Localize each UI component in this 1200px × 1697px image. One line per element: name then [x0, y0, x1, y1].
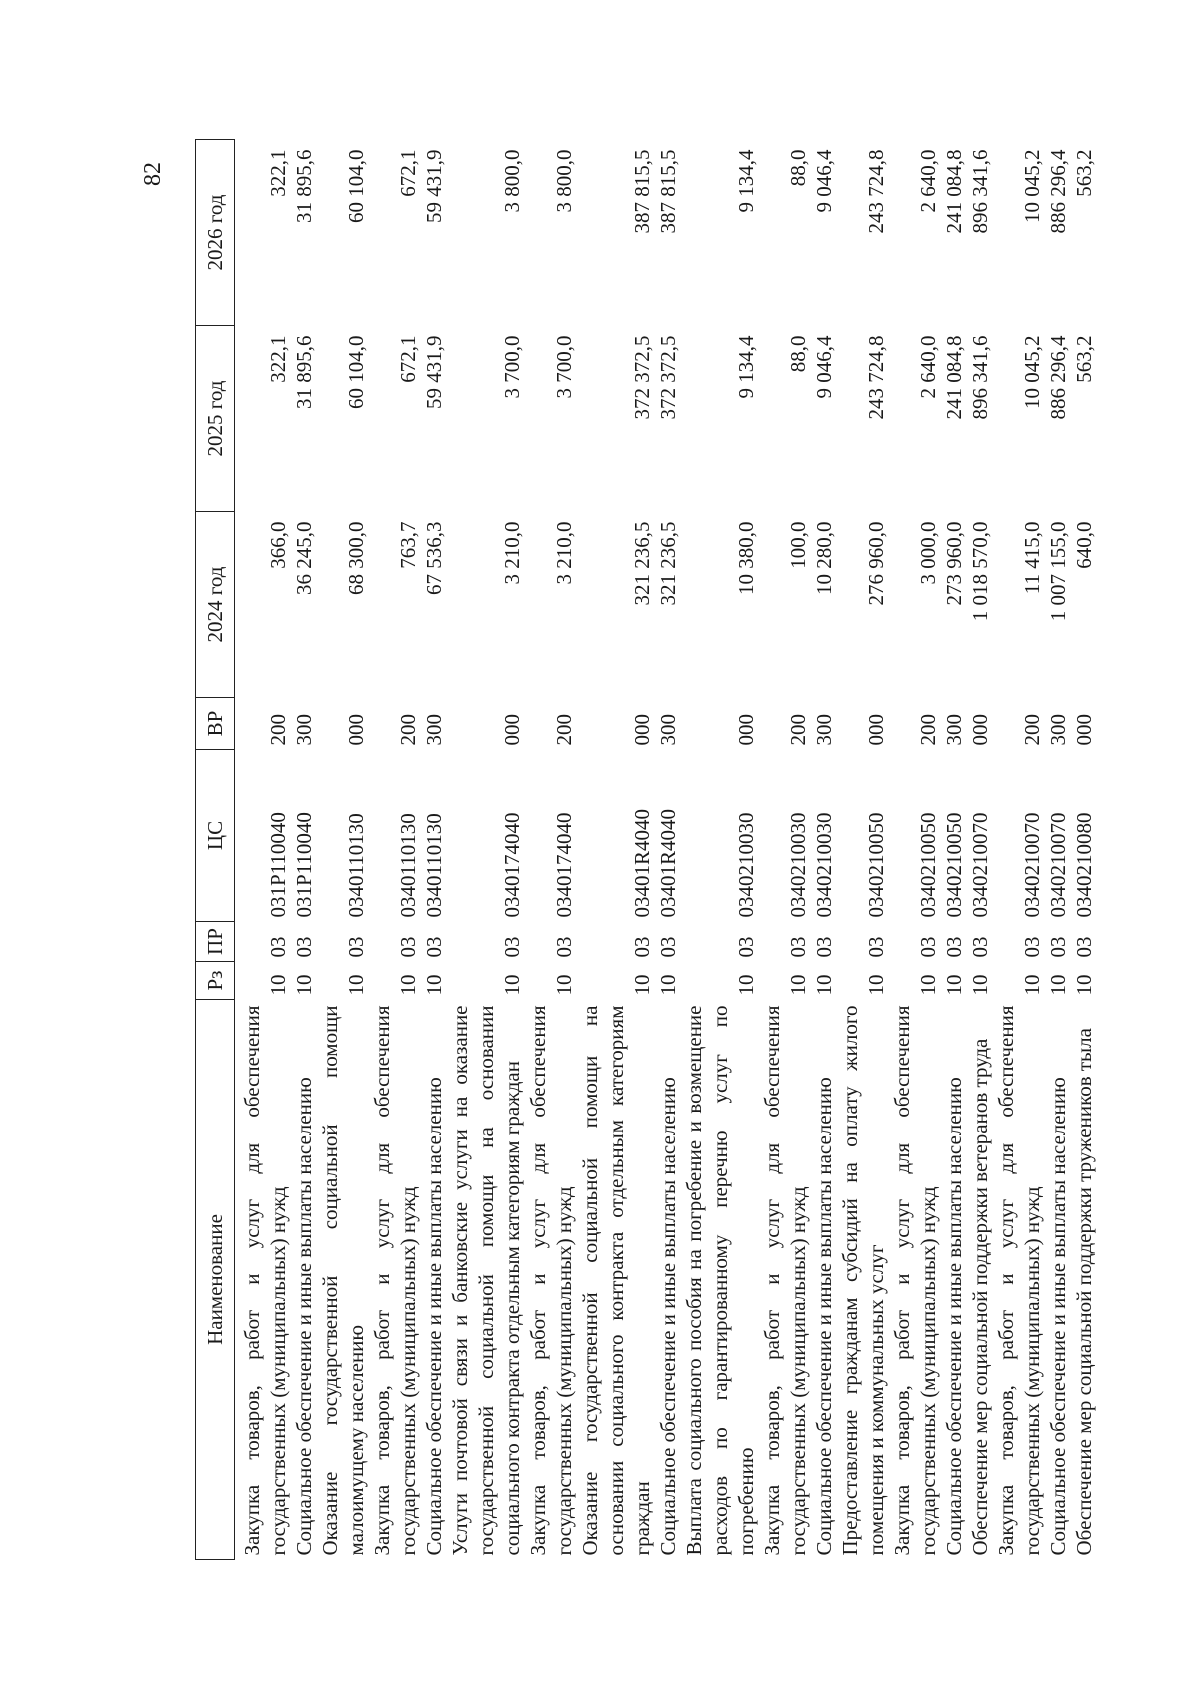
row-2025: 60 104,0 — [344, 335, 368, 409]
row-name: Социальное обеспечение и иные выплаты населению — [422, 1077, 446, 1556]
row-pr: 03 — [864, 936, 888, 958]
header-name: Наименование — [196, 1000, 235, 1560]
row-cs: 0340210050 — [864, 812, 888, 918]
row-name: Социальное обеспечение и иные выплаты населению — [1046, 1077, 1070, 1556]
row-name: Оказание государственной социальной помощи на основании социального контракта отдельным категориям граждан — [578, 1005, 654, 1556]
row-name: Закупка товаров, работ и услуг для обеспечения государственных (муниципальных) нужд — [370, 1005, 420, 1556]
row-pr: 03 — [344, 936, 368, 958]
row-vr: 300 — [292, 714, 316, 746]
row-2026: 3 800,0 — [552, 149, 576, 213]
row-name: Услуги почтовой связи и банковские услуги на оказание государственной социальной помощи на основании социального контракта отдельным категориям граждан — [448, 1005, 524, 1556]
row-pr: 03 — [422, 936, 446, 958]
row-2026: 59 431,9 — [422, 149, 446, 223]
row-vr: 000 — [630, 714, 654, 746]
row-2024: 68 300,0 — [344, 521, 368, 595]
row-2026: 3 800,0 — [500, 149, 524, 213]
table-row — [421, 140, 447, 1560]
row-2024: 3 000,0 — [916, 521, 940, 585]
row-rz: 10 — [942, 974, 966, 996]
row-2025: 241 084,8 — [942, 335, 966, 420]
row-rz: 10 — [864, 974, 888, 996]
row-rz: 10 — [1046, 974, 1070, 996]
row-vr: 000 — [500, 714, 524, 746]
row-cs: 0340174040 — [552, 812, 576, 918]
row-2024: 273 960,0 — [942, 521, 966, 606]
row-name: Выплата социального пособия на погребение и возмещение расходов по гарантированному перечню услуг по погребению — [682, 1005, 758, 1556]
row-2025: 896 341,6 — [968, 335, 992, 420]
table-row — [941, 140, 967, 1560]
row-cs: 0340110130 — [396, 813, 420, 918]
row-pr: 03 — [734, 936, 758, 958]
row-pr: 03 — [552, 936, 576, 958]
row-name: Предоставление гражданам субсидий на оплату жилого помещения и коммунальных услуг — [838, 1005, 888, 1556]
row-name: Закупка товаров, работ и услуг для обеспечения государственных (муниципальных) нужд — [890, 1005, 940, 1556]
row-pr: 03 — [266, 936, 290, 958]
row-2026: 10 045,2 — [1020, 149, 1044, 223]
row-2026: 9 134,4 — [734, 149, 758, 213]
row-pr: 03 — [1072, 936, 1096, 958]
row-2026: 886 296,4 — [1046, 149, 1070, 234]
row-vr: 000 — [1072, 714, 1096, 746]
row-vr: 200 — [396, 714, 420, 746]
row-2025: 372 372,5 — [630, 335, 654, 420]
row-rz: 10 — [734, 974, 758, 996]
row-2025: 2 640,0 — [916, 335, 940, 399]
row-2024: 3 210,0 — [500, 521, 524, 585]
row-name: Социальное обеспечение и иные выплаты населению — [656, 1077, 680, 1556]
row-cs: 0340210050 — [916, 812, 940, 918]
row-2025: 3 700,0 — [500, 335, 524, 399]
row-rz: 10 — [968, 974, 992, 996]
row-2025: 563,2 — [1072, 335, 1096, 383]
row-vr: 300 — [812, 714, 836, 746]
header-2024: 2024 год — [196, 512, 235, 698]
table-row — [681, 140, 759, 1560]
header-pr: ПР — [196, 922, 235, 962]
row-rz: 10 — [292, 974, 316, 996]
row-2025: 372 372,5 — [656, 335, 680, 420]
table-row — [837, 140, 889, 1560]
row-2024: 321 236,5 — [630, 521, 654, 606]
row-2025: 243 724,8 — [864, 335, 888, 420]
row-rz: 10 — [1020, 974, 1044, 996]
row-rz: 10 — [500, 974, 524, 996]
row-cs: 0340110130 — [422, 813, 446, 918]
header-2025: 2025 год — [196, 326, 235, 512]
row-vr: 200 — [916, 714, 940, 746]
table-row — [655, 140, 681, 1560]
row-2025: 886 296,4 — [1046, 335, 1070, 420]
row-2026: 241 084,8 — [942, 149, 966, 234]
row-2025: 3 700,0 — [552, 335, 576, 399]
row-2026: 387 815,5 — [630, 149, 654, 234]
row-rz: 10 — [916, 974, 940, 996]
row-rz: 10 — [812, 974, 836, 996]
row-2025: 672,1 — [396, 335, 420, 383]
row-rz: 10 — [630, 974, 654, 996]
row-vr: 000 — [968, 714, 992, 746]
row-2026: 2 640,0 — [916, 149, 940, 213]
row-2026: 9 046,4 — [812, 149, 836, 213]
row-pr: 03 — [396, 936, 420, 958]
table-row — [447, 140, 525, 1560]
row-2026: 31 895,6 — [292, 149, 316, 223]
table-row — [1071, 140, 1097, 1560]
row-rz: 10 — [552, 974, 576, 996]
row-name: Обеспечение мер социальной поддержки ветеранов труда — [968, 1038, 992, 1556]
row-cs: 0340110130 — [344, 813, 368, 918]
table-row — [889, 140, 941, 1560]
row-pr: 03 — [630, 936, 654, 958]
row-pr: 03 — [500, 936, 524, 958]
row-2024: 11 415,0 — [1020, 521, 1044, 595]
row-vr: 300 — [942, 714, 966, 746]
header-cs: ЦС — [196, 750, 235, 922]
row-name: Социальное обеспечение и иные выплаты населению — [942, 1077, 966, 1556]
row-name: Социальное обеспечение и иные выплаты населению — [812, 1077, 836, 1556]
row-2026: 243 724,8 — [864, 149, 888, 234]
row-2026: 672,1 — [396, 149, 420, 197]
table-row — [577, 140, 655, 1560]
row-cs: 0340210070 — [1020, 812, 1044, 918]
row-cs: 031P110040 — [292, 812, 316, 918]
row-2026: 563,2 — [1072, 149, 1096, 197]
row-vr: 300 — [422, 714, 446, 746]
row-2024: 1 018 570,0 — [968, 521, 992, 622]
row-rz: 10 — [344, 974, 368, 996]
row-cs: 0340210070 — [1046, 812, 1070, 918]
row-vr: 200 — [266, 714, 290, 746]
row-vr: 000 — [864, 714, 888, 746]
row-vr: 200 — [786, 714, 810, 746]
row-name: Закупка товаров, работ и услуг для обеспечения государственных (муниципальных) нужд — [526, 1005, 576, 1556]
table-row — [369, 140, 421, 1560]
row-rz: 10 — [422, 974, 446, 996]
table-row — [811, 140, 837, 1560]
table-row — [291, 140, 317, 1560]
page-number: 82 — [140, 162, 166, 186]
row-rz: 10 — [1072, 974, 1096, 996]
row-vr: 200 — [1020, 714, 1044, 746]
table-row — [1045, 140, 1071, 1560]
row-2024: 3 210,0 — [552, 521, 576, 585]
row-2025: 59 431,9 — [422, 335, 446, 409]
row-2024: 100,0 — [786, 521, 810, 569]
row-rz: 10 — [786, 974, 810, 996]
table-row — [235, 140, 292, 1560]
rotated-page — [140, 140, 1096, 1560]
row-cs: 0340210030 — [812, 812, 836, 918]
row-pr: 03 — [656, 936, 680, 958]
row-vr: 200 — [552, 714, 576, 746]
row-vr: 000 — [734, 714, 758, 746]
row-vr: 300 — [656, 714, 680, 746]
row-2025: 9 046,4 — [812, 335, 836, 399]
row-2024: 321 236,5 — [656, 521, 680, 606]
table-row — [967, 140, 993, 1560]
row-cs: 0340174040 — [500, 812, 524, 918]
table-header-row — [196, 140, 235, 1560]
table-row — [759, 140, 811, 1560]
row-2025: 10 045,2 — [1020, 335, 1044, 409]
table-row — [317, 140, 369, 1560]
row-2026: 60 104,0 — [344, 149, 368, 223]
row-2026: 896 341,6 — [968, 149, 992, 234]
row-pr: 03 — [1020, 936, 1044, 958]
row-2026: 88,0 — [786, 149, 810, 187]
row-cs: 0340210030 — [786, 812, 810, 918]
row-name: Закупка товаров, работ и услуг для обеспечения государственных (муниципальных) нужд — [240, 1005, 290, 1556]
budget-table — [195, 139, 1097, 1560]
row-2024: 366,0 — [266, 521, 290, 569]
row-rz: 10 — [656, 974, 680, 996]
row-rz: 10 — [266, 974, 290, 996]
row-name: Закупка товаров, работ и услуг для обеспечения государственных (муниципальных) нужд — [760, 1005, 810, 1556]
row-2024: 10 380,0 — [734, 521, 758, 595]
row-vr: 000 — [344, 714, 368, 746]
row-pr: 03 — [916, 936, 940, 958]
header-vr: ВР — [196, 698, 235, 750]
row-rz: 10 — [396, 974, 420, 996]
row-2026: 387 815,5 — [656, 149, 680, 234]
row-cs: 03401R4040 — [630, 808, 654, 918]
row-2024: 763,7 — [396, 521, 420, 569]
row-name: Оказание государственной социальной помощи малоимущему населению — [318, 1005, 368, 1556]
row-pr: 03 — [942, 936, 966, 958]
row-pr: 03 — [786, 936, 810, 958]
table-row — [525, 140, 577, 1560]
row-2024: 67 536,3 — [422, 521, 446, 595]
row-2024: 276 960,0 — [864, 521, 888, 606]
row-pr: 03 — [812, 936, 836, 958]
row-2024: 1 007 155,0 — [1046, 521, 1070, 622]
row-cs: 0340210050 — [942, 812, 966, 918]
table-row — [993, 140, 1045, 1560]
row-2025: 88,0 — [786, 335, 810, 373]
row-2025: 31 895,6 — [292, 335, 316, 409]
row-pr: 03 — [968, 936, 992, 958]
row-name: Обеспечение мер социальной поддержки тружеников тыла — [1072, 1028, 1096, 1556]
row-name: Закупка товаров, работ и услуг для обеспечения государственных (муниципальных) нужд — [994, 1005, 1044, 1556]
row-cs: 031P110040 — [266, 812, 290, 918]
row-pr: 03 — [1046, 936, 1070, 958]
row-cs: 0340210030 — [734, 812, 758, 918]
row-2024: 10 280,0 — [812, 521, 836, 595]
row-2026: 322,1 — [266, 149, 290, 197]
row-vr: 300 — [1046, 714, 1070, 746]
row-cs: 0340210070 — [968, 812, 992, 918]
header-rz: Рз — [196, 962, 235, 1000]
row-cs: 03401R4040 — [656, 808, 680, 918]
row-2025: 322,1 — [266, 335, 290, 383]
row-pr: 03 — [292, 936, 316, 958]
row-name: Социальное обеспечение и иные выплаты населению — [292, 1077, 316, 1556]
row-cs: 0340210080 — [1072, 812, 1096, 918]
row-2025: 9 134,4 — [734, 335, 758, 399]
header-2026: 2026 год — [196, 140, 235, 326]
row-2024: 640,0 — [1072, 521, 1096, 569]
row-2024: 36 245,0 — [292, 521, 316, 595]
